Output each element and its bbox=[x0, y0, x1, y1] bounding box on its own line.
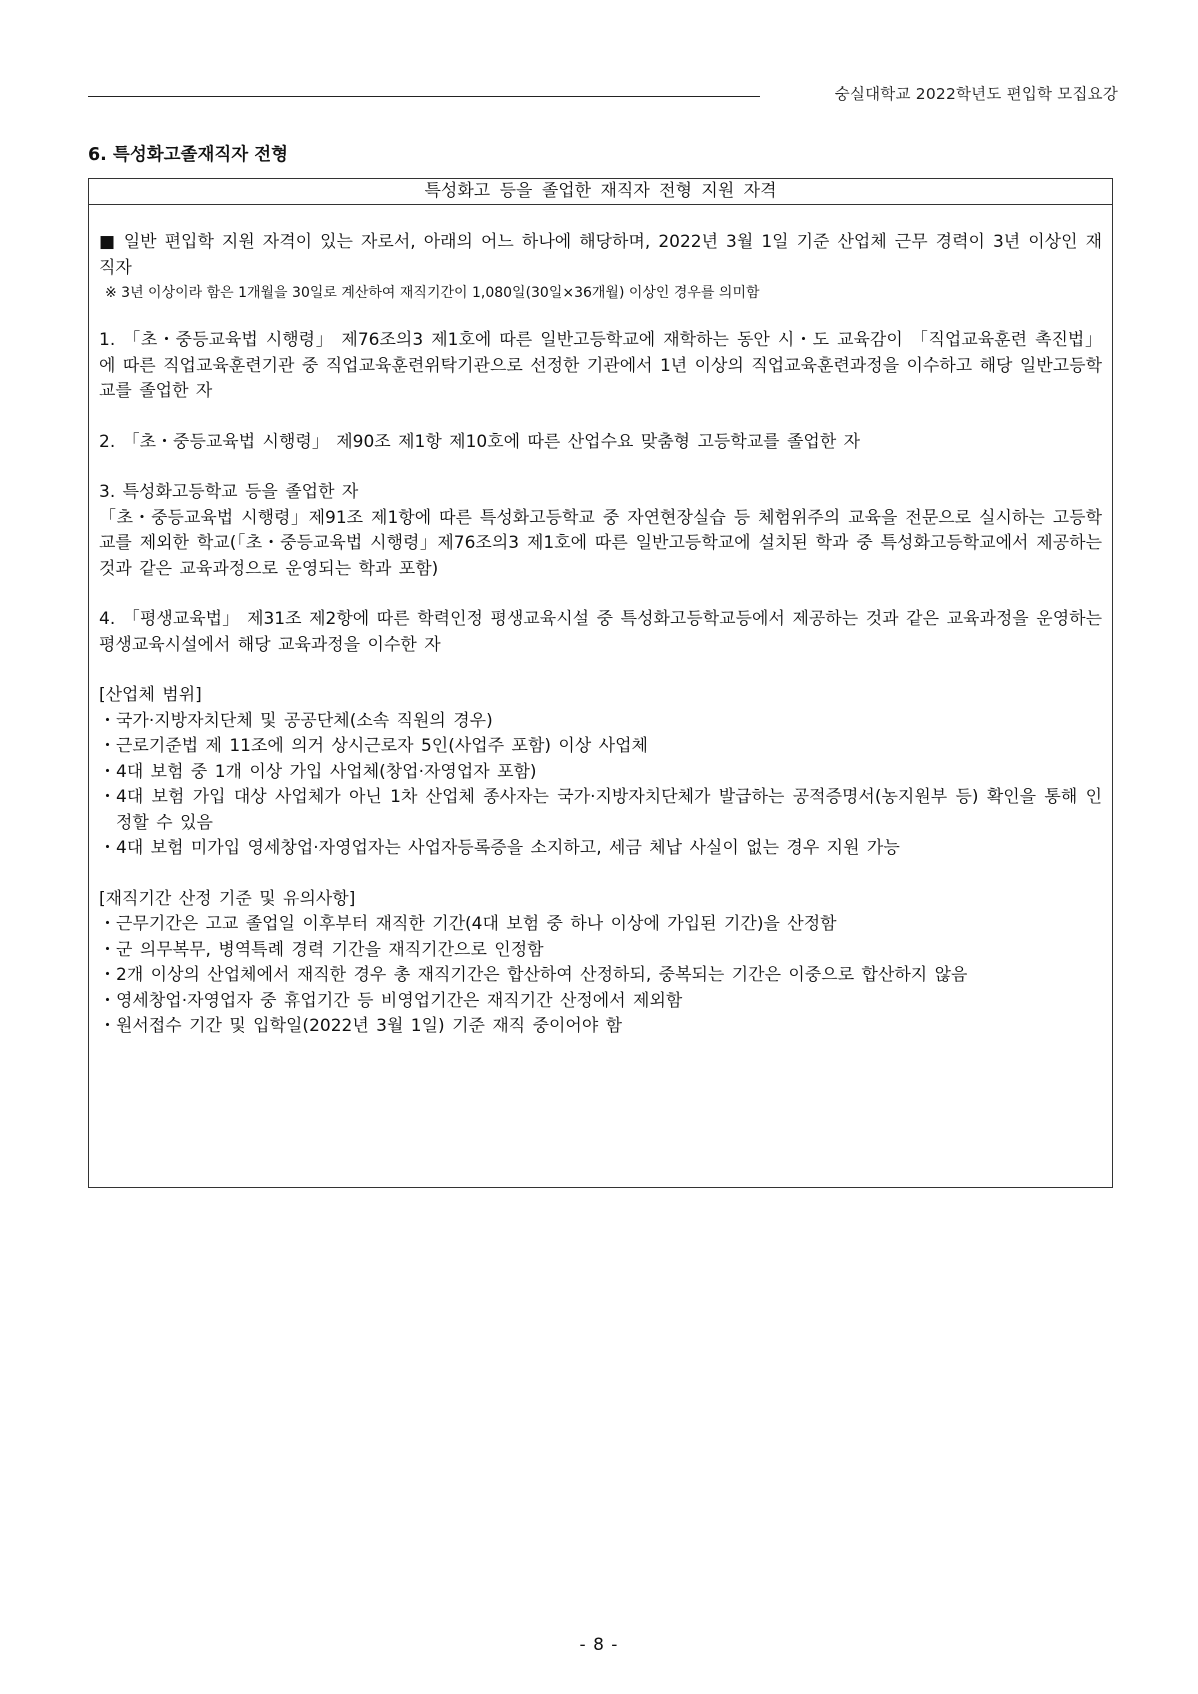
list-item-text: 원서접수 기간 및 입학일(2022년 3월 1일) 기준 재직 중이어야 함 bbox=[116, 1016, 623, 1036]
bullet: ・ bbox=[99, 736, 116, 756]
spacer bbox=[99, 658, 1102, 683]
list-item bbox=[99, 912, 1102, 938]
list-item-text: 근로기준법 제 11조에 의거 상시근로자 5인(사업주 포함) 이상 사업체 bbox=[116, 736, 648, 756]
spacer bbox=[99, 455, 1102, 480]
list-item bbox=[99, 963, 1102, 989]
list-item-text: 4대 보험 미가입 영세창업·자영업자는 사업자등록증을 소지하고, 세금 체납 사실이 없는 경우 지원 가능 bbox=[116, 838, 900, 858]
criterion-1: 1. 「초・중등교육법 시행령」 제76조의3 제1호에 따른 일반고등학교에 재학하는 동안 시・도 교육감이 「직업교육훈련 촉진법」에 따른 직업교육훈련기관 중 직업교육훈련위탁기관으로 선정한 기관에서 1년 이상의 직업교육훈련과정을 이수하고 해당 일반고등학교를 졸업한 자 bbox=[99, 330, 1102, 401]
list-item bbox=[99, 989, 1102, 1015]
bullet: ・ bbox=[99, 939, 116, 960]
header-rule bbox=[88, 96, 760, 97]
criterion-3-body: 「초・중등교육법 시행령」제91조 제1항에 따른 특성화고등학교 중 자연현장실습 등 체험위주의 교육을 전문으로 실시하는 고등학교를 제외한 학교(「초・중등교육법 시행령」제76조의3 제1호에 따른 일반고등학교에 설치된 학과 중 특성화고등학교에서 제공하는 것과 같은 교육과정으로 운영되는 학과 포함) bbox=[99, 507, 1102, 579]
criterion-3-title: 3. 특성화고등학교 등을 졸업한 자 bbox=[99, 482, 359, 502]
list-item bbox=[99, 1014, 1102, 1040]
bullet: ・ bbox=[99, 787, 116, 807]
list-item-text: 4대 보험 가입 대상 사업체가 아닌 1차 산업체 종사자는 국가·지방자치단체가 발급하는 공적증명서(농지원부 등) 확인을 통해 인정할 수 있음 bbox=[116, 787, 1102, 833]
page-number: - 8 - bbox=[579, 1635, 619, 1655]
intro-paragraph: ■ 일반 편입학 지원 자격이 있는 자로서, 아래의 어느 하나에 해당하며, 2022년 3월 1일 기준 산업체 근무 경력이 3년 이상인 재직자 bbox=[99, 232, 1102, 278]
spacer bbox=[99, 862, 1102, 887]
list-item bbox=[99, 709, 1102, 735]
bullet: ・ bbox=[99, 990, 116, 1011]
spacer bbox=[99, 582, 1102, 607]
bullet: ・ bbox=[99, 965, 116, 985]
list-item-text: 국가·지방자치단체 및 공공단체(소속 직원의 경우) bbox=[116, 710, 493, 731]
industry-scope-heading: [산업체 범위] bbox=[99, 685, 202, 705]
eligibility-box bbox=[88, 178, 1113, 1188]
eligibility-box-title: 특성화고 등을 졸업한 재직자 전형 지원 자격 bbox=[89, 179, 1112, 205]
eligibility-box-body bbox=[89, 205, 1112, 1040]
list-item-text: 4대 보험 중 1개 이상 가입 사업체(창업·자영업자 포함) bbox=[116, 761, 537, 782]
employment-period-heading: [재직기간 산정 기준 및 유의사항] bbox=[99, 888, 356, 909]
bullet: ・ bbox=[99, 710, 116, 731]
list-item-text: 영세창업·자영업자 중 휴업기간 등 비영업기간은 재직기간 산정에서 제외함 bbox=[116, 990, 683, 1011]
list-item-text: 근무기간은 고교 졸업일 이후부터 재직한 기간(4대 보험 중 하나 이상에 가입된 기간)을 산정함 bbox=[116, 914, 837, 934]
list-item-text: 2개 이상의 산업체에서 재직한 경우 총 재직기간은 합산하여 산정하되, 중복되는 기간은 이중으로 합산하지 않음 bbox=[116, 965, 968, 985]
document-header: 숭실대학교 2022학년도 편입학 모집요강 bbox=[834, 85, 1118, 103]
bullet: ・ bbox=[99, 914, 116, 934]
spacer bbox=[99, 303, 1102, 328]
list-item-text: 군 의무복무, 병역특례 경력 기간을 재직기간으로 인정함 bbox=[116, 939, 544, 960]
list-item bbox=[99, 734, 1102, 760]
bullet: ・ bbox=[99, 1016, 116, 1036]
section-heading: 6. 특성화고졸재직자 전형 bbox=[88, 145, 289, 165]
list-item bbox=[99, 760, 1102, 786]
list-item bbox=[99, 938, 1102, 964]
list-item bbox=[99, 785, 1102, 836]
bullet: ・ bbox=[99, 838, 116, 858]
spacer bbox=[99, 405, 1102, 430]
criterion-2: 2. 「초・중등교육법 시행령」 제90조 제1항 제10호에 따른 산업수요 맞춤형 고등학교를 졸업한 자 bbox=[99, 431, 861, 452]
criterion-4: 4. 「평생교육법」 제31조 제2항에 따른 학력인정 평생교육시설 중 특성화고등학교등에서 제공하는 것과 같은 교육과정을 운영하는 평생교육시설에서 해당 교육과정을 이수한 자 bbox=[99, 609, 1102, 655]
period-note: ※ 3년 이상이라 함은 1개월을 30일로 계산하여 재직기간이 1,080일(30일×36개월) 이상인 경우를 의미함 bbox=[105, 285, 760, 301]
bullet: ・ bbox=[99, 761, 116, 782]
list-item bbox=[99, 836, 1102, 862]
